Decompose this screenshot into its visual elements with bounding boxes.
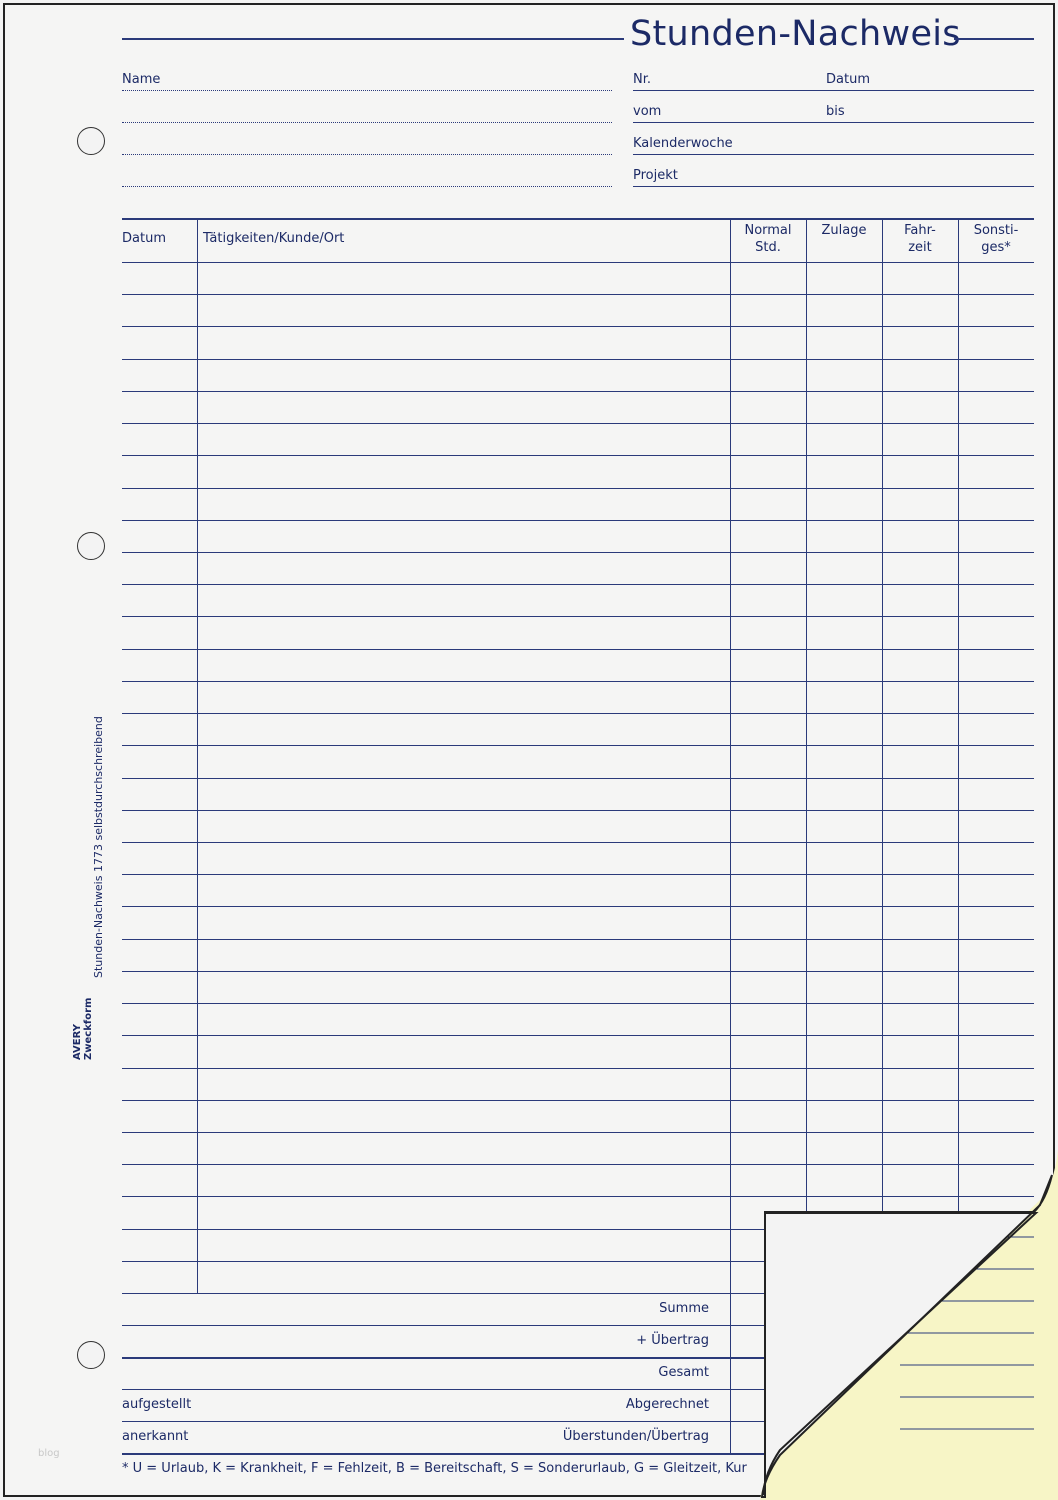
page-title: Stunden-Nachweis [630,14,961,54]
nr-label: Nr. [633,72,652,87]
logo-line-2: Zweckform [83,997,94,1060]
anerkannt-label: anerkannt [122,1429,189,1444]
footnote: * U = Urlaub, K = Krankheit, F = Fehlzeit, B = Bereitschaft, S = Sonderurlaub, G = Gleitzeit, Kur [122,1461,747,1476]
name-label: Name [122,72,161,87]
bis-label: bis [826,104,845,119]
col-header-sonstiges-line2: ges* [981,240,1011,255]
col-header-datum: Datum [122,231,166,246]
datum-label: Datum [826,72,870,87]
vom-label: vom [633,104,662,119]
col-header-normal-line2: Std. [755,240,781,255]
col-header-fahrzeit-line2: zeit [908,240,932,255]
col-header-fahrzeit-line1: Fahr- [904,223,936,238]
col-header-sonstiges-line1: Sonsti- [973,223,1019,238]
col-header-taetigkeiten: Tätigkeiten/Kunde/Ort [203,231,345,246]
watermark: blog [38,1448,60,1459]
kalenderwoche-label: Kalenderwoche [633,136,733,151]
projekt-label: Projekt [633,168,678,183]
col-header-zulage: Zulage [821,223,867,238]
summe-label: Summe [659,1301,709,1316]
aufgestellt-label: aufgestellt [122,1397,192,1412]
uebertrag-label: + Übertrag [636,1333,709,1348]
col-header-normal-line1: Normal [744,223,792,238]
abgerechnet-label: Abgerechnet [625,1397,709,1412]
side-product-text: Stunden-Nachweis 1773 selbstdurchschreibend [92,716,105,978]
logo-line-1: AVERY [72,1023,83,1060]
gesamt-label: Gesamt [658,1365,709,1380]
ueberstunden-label: Überstunden/Übertrag [562,1429,709,1444]
